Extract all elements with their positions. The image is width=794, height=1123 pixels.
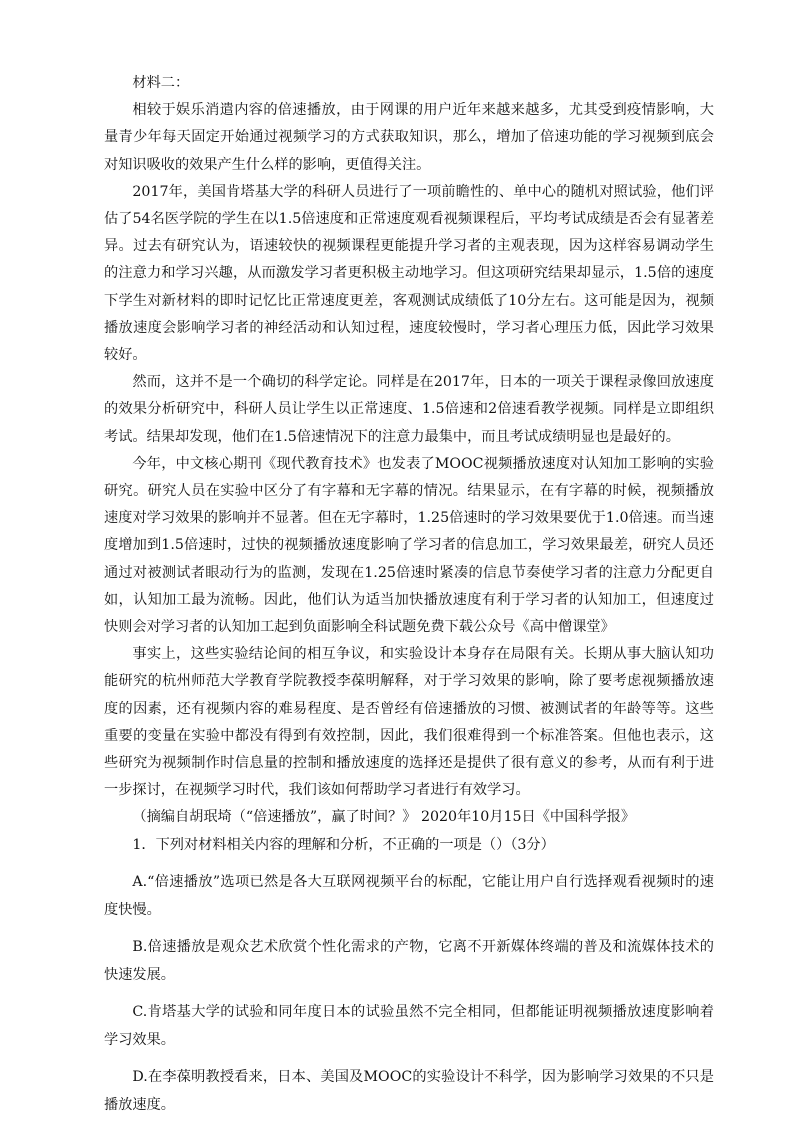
- paragraph-5: 事实上，这些实验结论间的相互争议，和实验设计本身存在局限有关。长期从事大脑认知功能研究的杭州师范大学教育学院教授李葆明解释，对于学习效果的影响，除了要考虑视频播放速度的因素，还有视频内容的难易程度、是否曾经有倍速播放的习惯、被测试者的年龄等等。这些重要的变量在实验中都没有得到有效控制，因此，我们很难得到一个标准答案。但他也表示，这些研究为视频制作时信息量的控制和播放速度的选择还是提供了很有意义的参考，从而有利于进一步探讨，在视频学习时代，我们该如何帮助学习者进行有效学习。: [104, 646, 714, 799]
- paragraph-1: 相较于娱乐消遣内容的倍速播放，由于网课的用户近年来越来越多，尤其受到疫情影响，大量青少年每天固定开始通过视频学习的方式获取知识，那么，增加了倍速功能的学习视频到底会对知识吸收的效果产生什么样的影响，更值得关注。: [104, 102, 714, 173]
- option-b: B.倍速播放是观众艺术欣赏个性化需求的产物，它离不开新媒体终端的普及和流媒体技术的快速发展。: [104, 938, 714, 983]
- source-citation: （摘编自胡珉埼（“倍速播放”，赢了时间？》 2020年10月15日《中国科学报》: [132, 809, 636, 826]
- option-c: C.肯塔基大学的试验和同年度日本的试验虽然不完全相同，但都能证明视频播放速度影响着学习效果。: [104, 1003, 714, 1048]
- paragraph-4: 今年，中文核心期刊《现代教育技术》也发表了MOOC视频播放速度对认知加工影响的实验研究。研究人员在实验中区分了有字幕和无字幕的情况。结果显示，在有字幕的时候，视频播放速度对学习效果的影响并不显著。但在无字幕时，1.25倍速时的学习效果要优于1.0倍速。而当速度增加到1.5倍速时，过快的视频播放速度影响了学习者的信息加工，学习效果最差，研究人员还通过对被测试者眼动行为的监测，发现在1.25倍速时紧凑的信息节奏使学习者的注意力分配更自如，认知加工最为流畅。因此，他们认为适当加快播放速度有利于学习者的认知加工，但速度过快则会对学习者的认知加工起到负面影响全科试题免费下载公众号《高中僧课堂》: [104, 455, 714, 636]
- option-d: D.在李葆明教授看来，日本、美国及MOOC的实验设计不科学，因为影响学习效果的不只是播放速度。: [104, 1068, 714, 1113]
- option-a: A.“倍速播放”选项已然是各大互联网视频平台的标配，它能让用户自行选择观看视频时的速度快慢。: [104, 873, 714, 918]
- paragraph-2: 2017年，美国肯塔基大学的科研人员进行了一项前瞻性的、单中心的随机对照试验，他们评估了54名医学院的学生在以1.5倍速度和正常速度观看视频课程后，平均考试成绩是否会有显著差异。过去有研究认为，语速较快的视频课程更能提升学习者的主观表现，因为这样容易调动学生的注意力和学习兴趣，从而激发学习者更积极主动地学习。但这项研究结果却显示，1.5倍的速度下学生对新材料的即时记忆比正常速度更差，客观测试成绩低了10分左右。这可能是因为，视频播放速度会影响学习者的神经活动和认知过程，速度较慢时，学习者心理压力低，因此学习效果较好。: [104, 183, 714, 364]
- paragraph-3: 然而，这并不是一个确切的科学定论。同样是在2017年，日本的一项关于课程录像回放速度的效果分析研究中，科研人员让学生以正常速度、1.5倍速和2倍速看教学视频。同样是立即组织考试。结果却发现，他们在1.5倍速情况下的注意力最集中，而且考试成绩明显也是最好的。: [104, 374, 714, 445]
- section-label: 材料二：: [132, 75, 190, 91]
- question-stem: 1．下列对材料相关内容的理解和分析，不正确的一项是（）（3分）: [132, 836, 555, 853]
- document-body: [104, 70, 714, 1119]
